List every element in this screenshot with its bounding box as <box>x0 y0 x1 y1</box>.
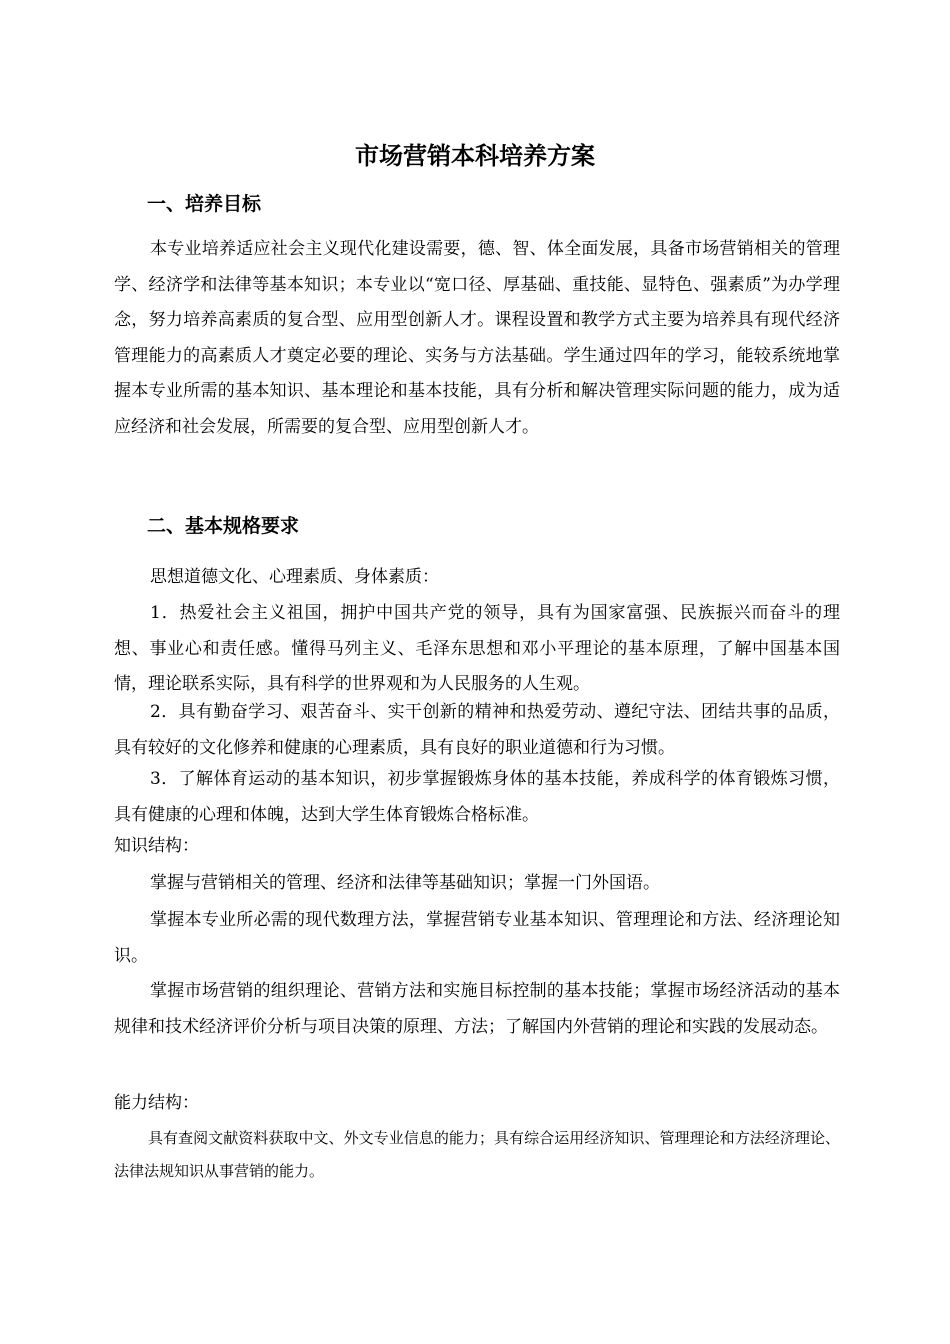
requirement-item-2: 2．具有勤奋学习、艰苦奋斗、实干创新的精神和热爱劳动、遵纪守法、团结共事的品质，具有较好的文化修养和健康的心理素质，具有良好的职业道德和行为习惯。 <box>114 702 840 758</box>
section-heading-training-goals: 一、培养目标 <box>147 193 262 215</box>
section-heading-basic-requirements: 二、基本规格要求 <box>147 515 300 537</box>
knowledge-item-2: 掌握本专业所必需的现代数理方法，掌握营销专业基本知识、管理理论和方法、经济理论知识。 <box>114 910 840 966</box>
requirement-item-1: 1．热爱社会主义祖国，拥护中国共产党的领导，具有为国家富强、民族振兴而奋斗的理想、事业心和责任感。懂得马列主义、毛泽东思想和邓小平理论的基本原理，了解中国基本国情，理论联系实际，具有科学的世界观和为人民服务的人生观。 <box>114 603 840 694</box>
knowledge-structure-label: 知识结构： <box>114 836 199 856</box>
requirement-item-3: 3．了解体育运动的基本知识，初步掌握锻炼身体的基本技能，养成科学的体育锻炼习惯，具有健康的心理和体魄，达到大学生体育锻炼合格标准。 <box>114 769 840 825</box>
knowledge-item-3: 掌握市场营销的组织理论、营销方法和实施目标控制的基本技能；掌握市场经济活动的基本规律和技术经济评价分析与项目决策的原理、方法；了解国内外营销的理论和实践的发展动态。 <box>114 981 840 1037</box>
document-title: 市场营销本科培养方案 <box>355 142 595 170</box>
ability-structure-label: 能力结构： <box>114 1093 199 1113</box>
ability-item-1: 具有查阅文献资料获取中文、外文专业信息的能力；具有综合运用经济知识、管理理论和方法经济理论、法律法规知识从事营销的能力。 <box>114 1129 840 1180</box>
requirements-intro: 思想道德文化、心理素质、身体素质： <box>150 567 439 587</box>
training-goals-paragraph: 本专业培养适应社会主义现代化建设需要，德、智、体全面发展，具备市场营销相关的管理学、经济学和法律等基本知识；本专业以“宽口径、厚基础、重技能、显特色、强素质”为办学理念，努力培养高素质的复合型、应用型创新人才。课程设置和教学方式主要为培养具有现代经济管理能力的高素质人才奠定必要的理论、实务与方法基础。学生通过四年的学习，能较系统地掌握本专业所需的基本知识、基本理论和基本技能，具有分析和解决管理实际问题的能力，成为适应经济和社会发展，所需要的复合型、应用型创新人才。 <box>114 239 840 437</box>
knowledge-item-1: 掌握与营销相关的管理、经济和法律等基础知识；掌握一门外国语。 <box>150 873 660 893</box>
